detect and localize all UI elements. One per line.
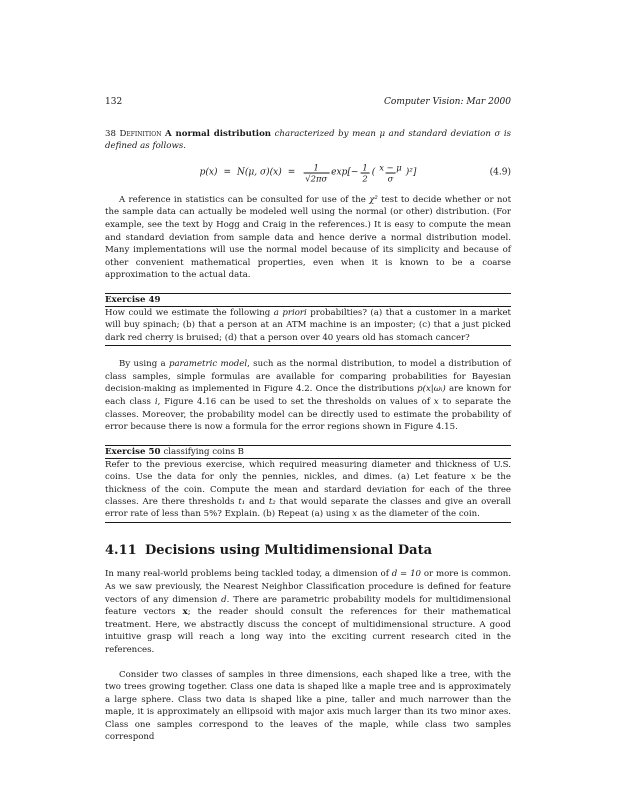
definition-38 [105, 128, 511, 153]
exercise-49-body [105, 307, 511, 344]
p2-text-d: , Figure 4.16 can be used to set the thresholds on values of [157, 396, 431, 407]
p1-chi: χ² [369, 194, 378, 205]
eq-equals-2: = [287, 167, 296, 178]
p1-text-b: test to decide whether or not the sample data can actually be modeled well using the normal (or other) distribution. (For example, see the text by Hogg and Craig in the references.) It is easy to compute the mean and standard deviation from sample data and hence derive a normal distribution model. Many implementations will use the normal model because of its simplicity and because of other convenient mathematical properties, even when it is known to be a coarse approximation to the actual data. [105, 194, 512, 281]
eq-equals-1: = [223, 167, 232, 178]
eq-fraction-2 [360, 162, 369, 183]
exercise-50-title-row [105, 446, 511, 459]
eq-paren-open: ( [371, 167, 376, 178]
p3-math-2: d [221, 594, 227, 605]
section-number: 4.11 [105, 542, 137, 558]
section-heading [105, 542, 511, 558]
p2-text-a: By using a [119, 359, 166, 370]
eq-fraction-2-den: 2 [362, 173, 368, 184]
eq-fraction-3 [377, 162, 404, 183]
ex50-text-c: and [248, 496, 266, 507]
p2-math-1: p(x|ωᵢ) [417, 384, 446, 395]
p3-text-c: . There are parametric probability models for multidimensional feature vectors [105, 594, 511, 618]
definition-text-c: is defined as follows. [105, 128, 512, 152]
paragraph-4 [105, 669, 511, 745]
eq-fraction-1-den: √2πσ [305, 173, 328, 184]
ex49-text-a: How could we estimate the following [105, 307, 271, 318]
equation-number: (4.9) [489, 167, 511, 178]
exercise-50 [105, 445, 511, 523]
paragraph-2 [105, 358, 511, 434]
p3-math-1: d = 10 [391, 569, 422, 580]
paragraph-3 [105, 568, 511, 656]
section-title: Decisions using Multidimensional Data [145, 542, 433, 558]
exercise-50-bottom-rule [105, 522, 511, 523]
exercise-49 [105, 293, 511, 346]
ex50-text-b: be the thickness of the coin. Compute the mean and stardard deviation for each of the three classes. Are there thresholds [105, 472, 511, 507]
definition-label: 38 Definition [105, 128, 162, 139]
definition-sigma: σ [494, 128, 501, 139]
exercise-50-body [105, 459, 511, 521]
p2-math-3: x [433, 396, 439, 407]
p2-text-c: are known for each class [105, 384, 511, 407]
p3-text-d: ; the reader should consult the references for their mathematical treatment. Here, we abstractly discuss the concept of multidimensional structure. A good intuitive grasp will reach a long way into the exciting current research cited in the references. [105, 607, 512, 655]
definition-text-a: characterized by mean [274, 128, 376, 139]
running-title: Computer Vision: Mar 2000 [384, 97, 511, 107]
exercise-49-title: Exercise 49 [105, 294, 511, 307]
ex50-text-e: as the diameter of the coin. [359, 509, 480, 520]
running-head [105, 96, 511, 109]
p3-text-b: or more is common. As we saw previously, the Nearest Neighbor Classification procedure is defined for feature vectors of any dimension [105, 569, 512, 605]
paragraph-1 [105, 194, 511, 282]
paper-page [105, 96, 511, 744]
definition-mu: μ [379, 128, 386, 139]
p3-text-a: In many real-world problems being tackled today, a dimension of [105, 569, 389, 580]
ex50-math-1: x [470, 472, 476, 483]
eq-fraction-1 [303, 162, 329, 183]
p2-text-b: , such as the normal distribution, to model a distribution of class samples, simple formulas are available for comparing probabilities for Bayesian decision-making as implemented in Figure 4.2. Once the distributions [105, 359, 511, 395]
ex49-text-b: probabilties? (a) that a customer in a market will buy spinach; (b) that a person at an ATM machine is an imposter; (c) that a just picked dark red cherry is bruised; (d) that a person over 40 years old has stomach cancer? [105, 307, 511, 343]
ex50-math-4: x [352, 509, 358, 520]
ex49-italic: a priori [273, 307, 307, 318]
eq-tail: )²] [405, 167, 417, 178]
p2-italic: parametric model [168, 359, 248, 370]
ex50-math-2: t₁ [238, 496, 246, 507]
p2-math-2: i [154, 396, 158, 407]
eq-fraction-1-num: 1 [313, 162, 319, 173]
exercise-49-bottom-rule [105, 345, 511, 346]
p4-text: Consider two classes of samples in three dimensions, each shaped like a tree, with the two trees growing together. Class one data is shaped like a maple tree and is approximately a large sphere. Class two data is shaped like a pine, taller and much narrower than the maple, it is approximately an ellipsoid with major axis much larger than its two minor axes. Class one samples correspond to the leaves of the maple, while class two samples correspond [105, 669, 511, 743]
p3-math-3: x [182, 607, 188, 618]
definition-text-b: and standard deviation [388, 128, 491, 139]
eq-exp: exp[− [331, 167, 359, 178]
eq-fraction-2-num: 1 [362, 162, 368, 173]
ex50-math-3: t₂ [268, 496, 276, 507]
ex50-text-a: Refer to the previous exercise, which required measuring diameter and thickness of U.S. coins. Use the data for only the pennies, nickles, and dimes. (a) Let feature [105, 459, 511, 483]
p1-text-a: A reference in statistics can be consulted for use of the [119, 194, 366, 205]
ex50-text-d: that would separate the classes and give an overall error rate of less than 5%? Explain. (b) Repeat (a) using [105, 496, 512, 520]
eq-mid: N(μ, σ)(x) [237, 167, 282, 178]
equation-body [200, 162, 417, 183]
eq-lhs: p(x) [199, 167, 218, 178]
exercise-50-subtitle: classifying coins B [163, 446, 244, 457]
p2-text-e: to separate the classes. Moreover, the probability model can be directly used to estimate the probability of error because there is now a formula for the error regions shown in Figure 4.15. [105, 396, 512, 433]
eq-fraction-3-den: σ [387, 173, 394, 184]
exercise-50-title: Exercise 50 [105, 446, 161, 457]
definition-term: A normal distribution [165, 128, 272, 139]
page-number: 132 [105, 97, 123, 107]
equation-4-9 [105, 156, 511, 190]
eq-fraction-3-num: x − μ [379, 162, 402, 173]
